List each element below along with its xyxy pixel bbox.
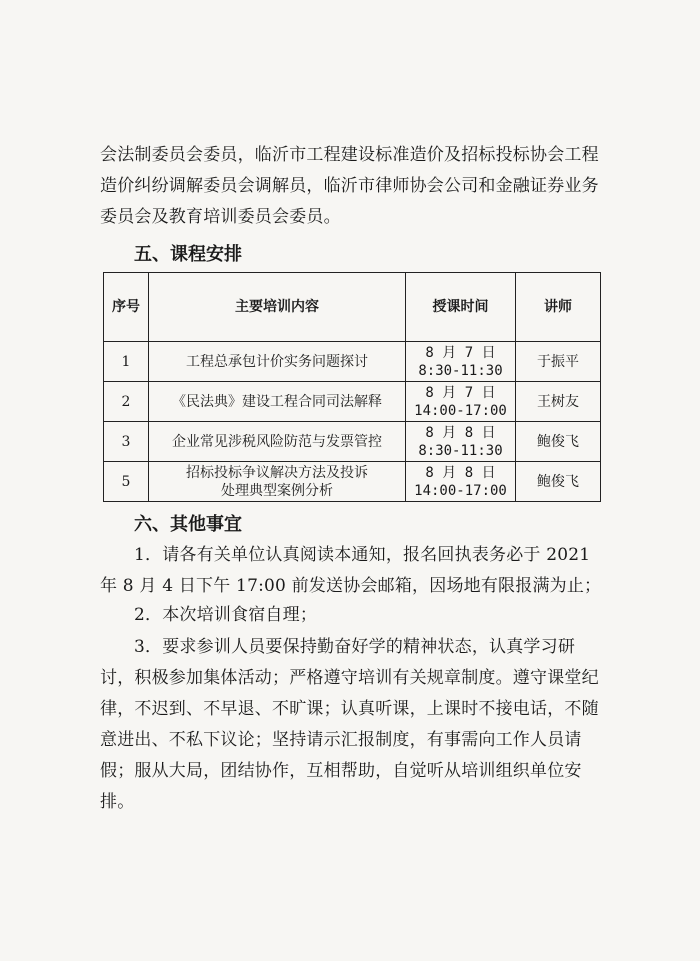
table-row bbox=[104, 382, 601, 422]
cell-content: 工程总承包计价实务问题探讨 bbox=[149, 342, 406, 382]
cell-time: 8 月 7 日 8:30-11:30 bbox=[406, 342, 516, 382]
intro-paragraph: 会法制委员会委员，临沂市工程建设标准造价及招标投标协会工程造价纠纷调解委员会调解员，临沂市律师协会公司和金融证券业务委员会及教育培训委员会委员。 bbox=[100, 145, 599, 227]
cell-content: 企业常见涉税风险防范与发票管控 bbox=[149, 422, 406, 462]
cell-no: 1 bbox=[104, 342, 149, 382]
table-row bbox=[104, 422, 601, 462]
header-no: 序号 bbox=[104, 273, 149, 342]
cell-teacher: 王树友 bbox=[516, 382, 601, 422]
cell-no: 2 bbox=[104, 382, 149, 422]
header-teacher: 讲师 bbox=[516, 273, 601, 342]
section-heading-other-matters: 六、其他事宜 bbox=[134, 514, 242, 535]
cell-teacher: 于振平 bbox=[516, 342, 601, 382]
cell-time: 8 月 8 日 8:30-11:30 bbox=[406, 422, 516, 462]
header-content: 主要培训内容 bbox=[149, 273, 406, 342]
cell-no: 5 bbox=[104, 462, 149, 502]
cell-content: 招标投标争议解决方法及投诉 处理典型案例分析 bbox=[149, 462, 406, 502]
cell-time: 8 月 7 日 14:00-17:00 bbox=[406, 382, 516, 422]
table-row bbox=[104, 342, 601, 382]
course-schedule-table bbox=[103, 272, 601, 502]
section-heading-course-schedule: 五、课程安排 bbox=[134, 244, 242, 265]
header-time: 授课时间 bbox=[406, 273, 516, 342]
cell-time: 8 月 8 日 14:00-17:00 bbox=[406, 462, 516, 502]
table-row bbox=[104, 462, 601, 502]
notice-item-3: 3．要求参训人员要保持勤奋好学的精神状态，认真学习研讨，积极参加集体活动；严格遵守培训有关规章制度。遵守课堂纪律，不迟到、不早退、不旷课；认真听课，上课时不接电话，不随意进出、不私下议论；坚持请示汇报制度，有事需向工作人员请假；服从大局，团结协作，互相帮助，自觉听从培训组织单位安排。 bbox=[100, 637, 599, 812]
notice-item-2: 2．本次培训食宿自理； bbox=[134, 605, 318, 625]
cell-no: 3 bbox=[104, 422, 149, 462]
notice-item-1: 1．请各有关单位认真阅读本通知，报名回执表务必于 2021 年 8 月 4 日下午 17:00 前发送协会邮箱，因场地有限报满为止； bbox=[100, 545, 602, 596]
cell-content: 《民法典》建设工程合同司法解释 bbox=[149, 382, 406, 422]
cell-teacher: 鲍俊飞 bbox=[516, 462, 601, 502]
cell-teacher: 鲍俊飞 bbox=[516, 422, 601, 462]
table-header-row bbox=[104, 273, 601, 342]
